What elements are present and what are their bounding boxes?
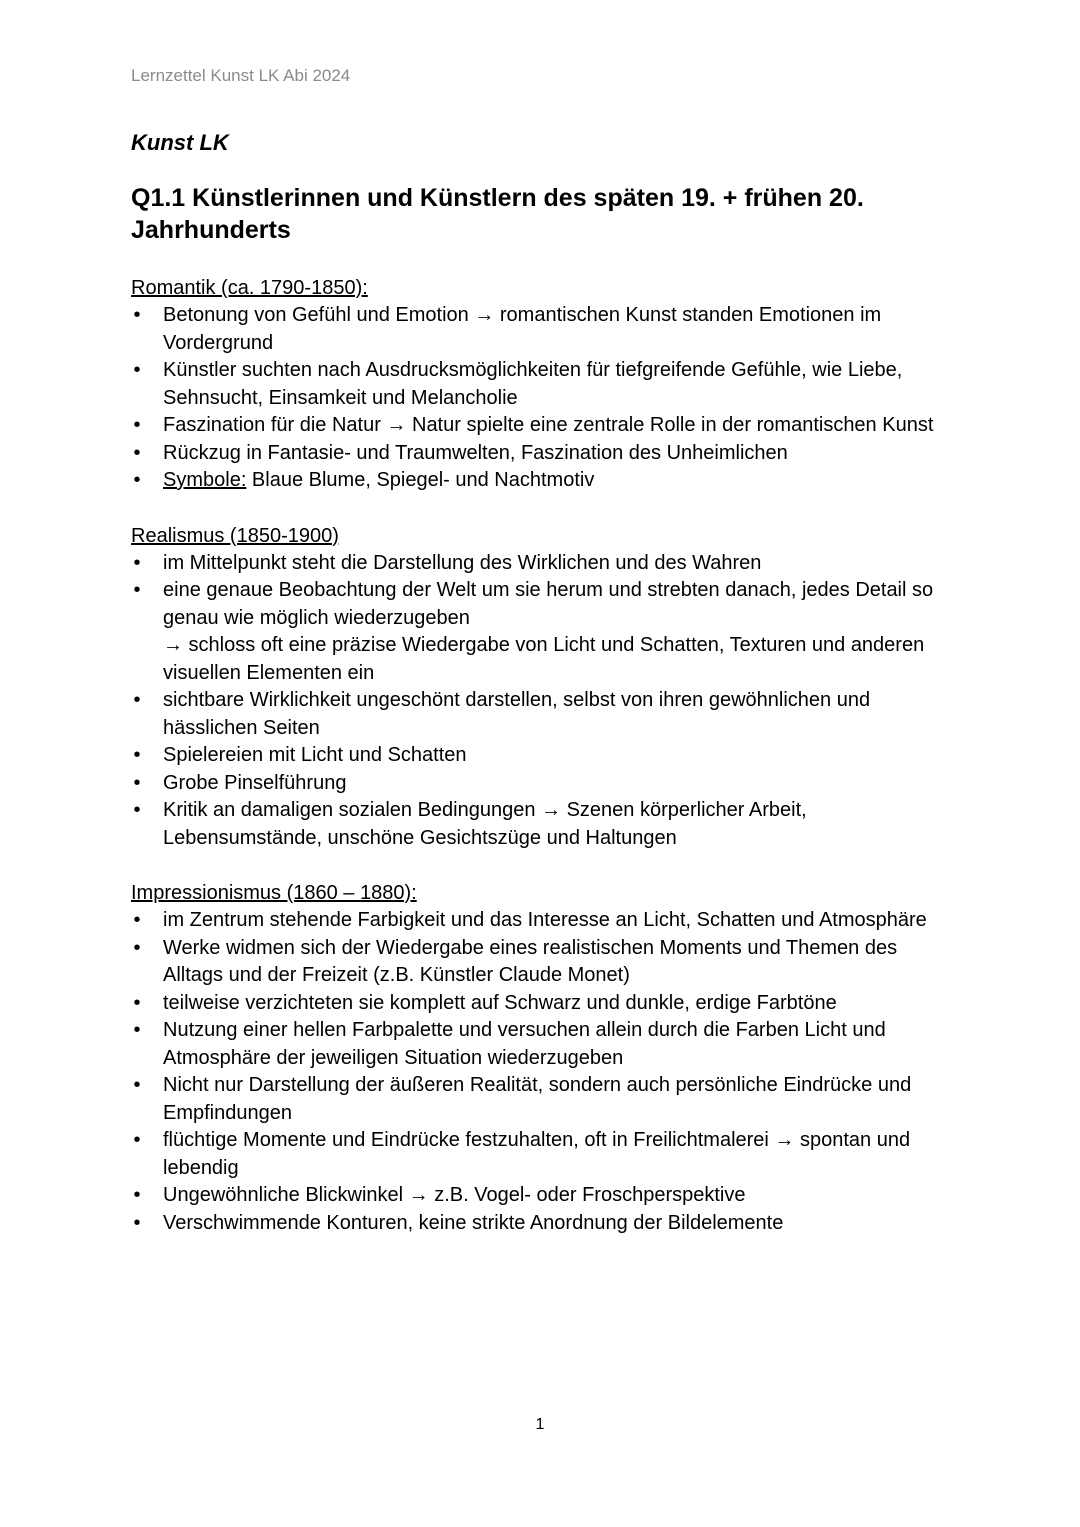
bullet-icon: • [133,1129,141,1151]
section-romantik [131,274,961,495]
page-title: Q1.1 Künstlerinnen und Künstlern des späten 19. + frühen 20. Jahrhunderts [131,184,864,244]
list-item-text: Grobe Pinselführung [163,771,347,794]
section-title: Realismus (1850-1900) [131,524,339,547]
bullet-icon: • [133,1074,141,1096]
bullet-icon: • [133,936,141,959]
list-item [131,467,961,495]
list-item [131,907,961,935]
section-impressionismus [131,879,961,1237]
bullet-icon: • [133,1184,141,1206]
list-item [131,687,961,742]
list-item [131,440,961,468]
list-item-text: Spielereien mit Licht und Schatten [163,744,467,766]
list-item [131,742,961,770]
bullet-icon: • [133,689,141,711]
list-item-text: sichtbare Wirklichkeit ungeschönt darstellen, selbst von ihren gewöhnlichen und hässlichen Seiten [163,689,871,739]
document-content [131,128,961,1264]
bullet-icon: • [133,551,141,574]
list-item [131,1182,961,1210]
bullet-icon: • [133,359,141,381]
list-item-text: Werke widmen sich der Wiedergabe eines realistischen Moments und Themen des Alltags und der Freizeit (z.B. Künstler Claude Monet) [163,936,898,986]
page-header: Lernzettel Kunst LK Abi 2024 [131,66,351,85]
list-item [131,1210,961,1238]
bullet-icon: • [133,1019,141,1041]
bullet-icon: • [133,799,141,821]
bullet-list [131,907,961,1237]
list-item [131,935,961,990]
list-item-text: Nutzung einer hellen Farbpalette und versuchen allein durch die Farben Licht und Atmosphäre der jeweiligen Situation wiederzugeben [163,1019,886,1069]
list-item [131,990,961,1018]
bullet-list [131,302,961,495]
list-item [131,357,961,412]
list-item-text: Rückzug in Fantasie- und Traumwelten, Faszination des Unheimlichen [163,441,788,464]
list-item-text: teilweise verzichteten sie komplett auf Schwarz und dunkle, erdige Farbtöne [163,991,837,1014]
symbols-label: Symbole: [163,469,247,491]
bullet-icon: • [133,744,141,766]
list-item [131,1127,961,1182]
bullet-icon: • [133,469,141,491]
list-item [131,1072,961,1127]
page-number: 1 [535,1416,545,1433]
bullet-icon: • [133,414,141,436]
bullet-icon: • [133,441,141,464]
bullet-icon: • [133,579,141,601]
symbols-text: Blaue Blume, Spiegel- und Nachtmotiv [246,469,595,491]
section-title: Romantik (ca. 1790-1850): [131,277,368,299]
bullet-icon: • [133,304,141,326]
section-realismus [131,522,961,853]
list-item-text: Betonung von Gefühl und Emotion → romantischen Kunst standen Emotionen im Vordergrund [163,304,882,354]
list-item [131,1017,961,1072]
list-item-continuation: → schloss oft eine präzise Wiedergabe von Licht und Schatten, Texturen und anderen visuellen Elementen ein [163,634,925,684]
bullet-icon: • [133,909,141,931]
list-item [131,302,961,357]
bullet-icon: • [133,991,141,1014]
list-item-text: flüchtige Momente und Eindrücke festzuhalten, oft in Freilichtmalerei → spontan und lebendig [163,1129,911,1179]
list-item [131,797,961,852]
list-item-text: Ungewöhnliche Blickwinkel → z.B. Vogel- oder Froschperspektive [163,1184,746,1206]
list-item-text: im Zentrum stehende Farbigkeit und das Interesse an Licht, Schatten und Atmosphäre [163,909,927,931]
list-item-text: Verschwimmende Konturen, keine strikte Anordnung der Bildelemente [163,1211,784,1234]
bullet-icon: • [133,1211,141,1234]
list-item [131,550,961,578]
list-item-text: Künstler suchten nach Ausdrucksmöglichkeiten für tiefgreifende Gefühle, wie Liebe, Sehnsucht, Einsamkeit und Melancholie [163,359,903,409]
list-item-text: Nicht nur Darstellung der äußeren Realität, sondern auch persönliche Eindrücke und Empfindungen [163,1074,912,1124]
list-item [131,770,961,798]
list-item [131,577,961,687]
section-title: Impressionismus (1860 – 1880): [131,882,417,904]
bullet-icon: • [133,771,141,794]
list-item-text: im Mittelpunkt steht die Darstellung des Wirklichen und des Wahren [163,551,762,574]
list-item-text: eine genaue Beobachtung der Welt um sie herum und strebten danach, jedes Detail so genau wie möglich wiederzugeben [163,579,934,629]
list-item-text: Faszination für die Natur → Natur spielte eine zentrale Rolle in der romantischen Kunst [163,414,934,436]
list-item [131,412,961,440]
list-item-text: Kritik an damaligen sozialen Bedingungen → Szenen körperlicher Arbeit, Lebensumstände, unschöne Gesichtszüge und Haltungen [163,799,807,849]
bullet-list [131,550,961,853]
subject-heading: Kunst LK [131,130,229,155]
